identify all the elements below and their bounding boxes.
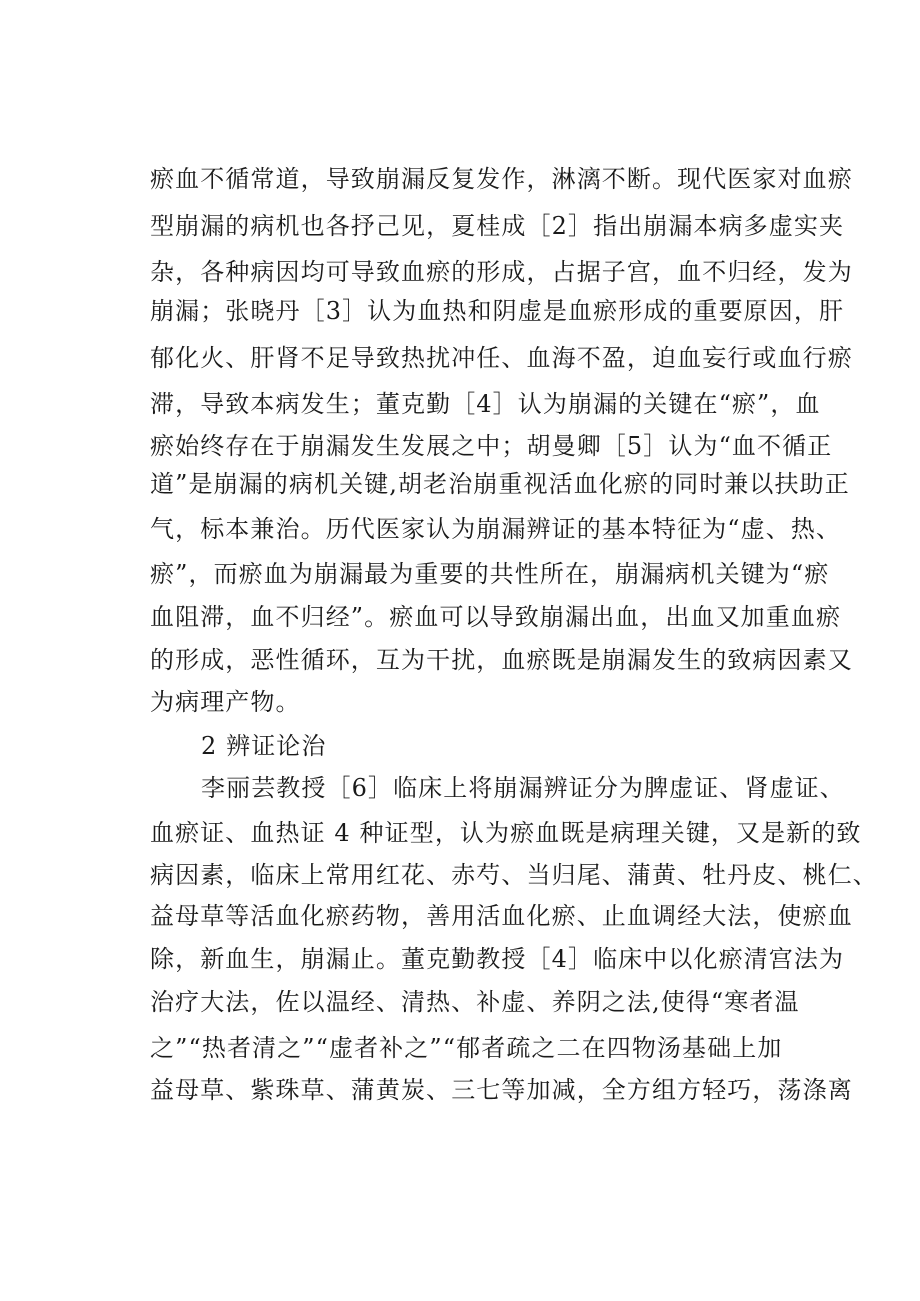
section-heading: 2 辨证论治	[201, 732, 327, 760]
text-line: 益母草、紫珠草、蒲黄炭、三七等加减，全方组方轻巧，荡涤离	[150, 1076, 853, 1104]
text-line: 瘀”，而瘀血为崩漏最为重要的共性所在，崩漏病机关键为“瘀	[150, 560, 830, 588]
text-line: 型崩漏的病机也各抒己见，夏桂成［2］指出崩漏本病多虚实夹	[150, 212, 845, 240]
text-line: 气，标本兼治。历代医家认为崩漏辨证的基本特征为“虚、热、	[150, 515, 842, 543]
text-line: 杂，各种病因均可导致血瘀的形成，占据子宫，血不归经，发为	[150, 258, 853, 286]
text-line: 益母草等活血化瘀药物，善用活血化瘀、止血调经大法，使瘀血	[150, 902, 853, 930]
text-line: 除，新血生，崩漏止。董克勤教授［4］临床中以化瘀清宫法为	[150, 945, 845, 973]
text-line: 之”“热者清之”“虚者补之”“郁者疏之二在四物汤基础上加	[150, 1034, 783, 1062]
text-line: 血瘀证、血热证 4 种证型，认为瘀血既是病理关键，又是新的致	[150, 819, 862, 847]
text-line: 病因素，临床上常用红花、赤芍、当归尾、蒲黄、牡丹皮、桃仁、	[150, 861, 878, 889]
text-line: 治疗大法，佐以温经、清热、补虚、养阴之法,使得“寒者温	[150, 988, 800, 1016]
text-line: 瘀血不循常道，导致崩漏反复发作，淋漓不断。现代医家对血瘀	[150, 165, 853, 193]
text-line: 的形成，恶性循环，互为干扰，血瘀既是崩漏发生的致病因素又	[150, 646, 853, 674]
text-line: 李丽芸教授［6］临床上将崩漏辨证分为脾虚证、肾虚证、	[201, 774, 845, 802]
text-line: 为病理产物。	[150, 688, 301, 716]
text-line: 崩漏；张晓丹［3］认为血热和阴虚是血瘀形成的重要原因，肝	[150, 297, 845, 325]
text-line: 道”是崩漏的病机关键,胡老治崩重视活血化瘀的同时兼以扶助正	[150, 470, 850, 498]
text-line: 瘀始终存在于崩漏发生发展之中；胡曼卿［5］认为“血不循正	[150, 432, 833, 460]
text-line: 血阻滞，血不归经”。瘀血可以导致崩漏出血，出血又加重血瘀	[150, 603, 842, 631]
text-line: 滞，导致本病发生；董克勤［4］认为崩漏的关键在“瘀”，血	[150, 390, 821, 418]
text-line: 郁化火、肝肾不足导致热扰冲任、血海不盈，迫血妄行或血行瘀	[150, 344, 853, 372]
